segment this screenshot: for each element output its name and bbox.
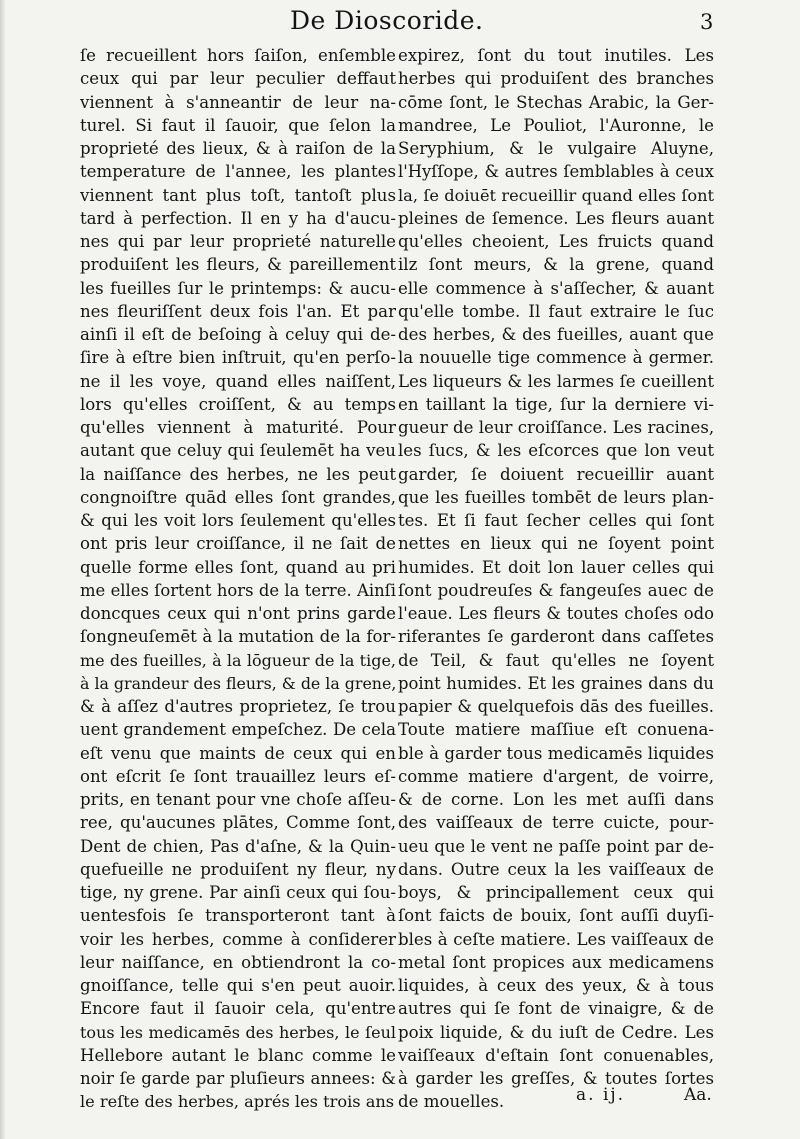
text-line: papier & quelquefois dās des fueilles. xyxy=(398,697,714,716)
text-line: Toute matiere maſſiue eſt conuena- xyxy=(398,720,714,740)
text-line: nes fleuriſſent deux fois l'an. Et par xyxy=(80,301,396,321)
text-line: produiſent les fleurs, & pareillement xyxy=(80,255,396,275)
text-line: gueur de leur croiſſance. Les racines, xyxy=(398,418,714,437)
text-line: eſt venu que maints de ceux qui en xyxy=(80,743,396,763)
text-line: des herbes, & des fueilles, auant que xyxy=(398,325,714,344)
text-line: de mouelles. xyxy=(398,1092,505,1112)
text-line: expirez, ſont du tout inutiles. Les xyxy=(398,46,714,65)
text-line: congnoiſtre quād elles ſont grandes, xyxy=(80,487,396,507)
text-line: le reſte des herbes, aprés les trois ans xyxy=(80,1092,395,1112)
text-line: voir les herbes, comme à conſiderer xyxy=(80,929,396,949)
text-line: humides. Et doit lon lauer celles qui xyxy=(398,557,714,577)
text-line: & de corne. Lon les met auſſi dans xyxy=(398,790,714,809)
left-text-column xyxy=(80,44,396,1114)
text-line: ainſi il eſt de beſoing à celuy qui de- xyxy=(80,325,396,344)
text-line: de Teil, & faut qu'elles ne ſoyent xyxy=(398,650,714,670)
text-line: autres qui ſe font de vinaigre, & de xyxy=(398,999,714,1019)
text-line: qu'elles cheoient, Les fruicts quand xyxy=(398,232,714,251)
text-line: boys, & principallement ceux qui xyxy=(398,883,714,902)
text-line: ont pris leur croiſſance, il ne ſait de xyxy=(80,534,396,554)
text-line: ble à garder tous medicamēs liquides xyxy=(398,743,714,763)
page-number: 3 xyxy=(700,10,714,34)
text-line: proprieté des lieux, & à raiſon de la xyxy=(80,139,396,158)
text-line: ilz ſont meurs, & la grene, quand xyxy=(398,255,714,275)
text-line: nettes en lieux qui ne ſoyent point xyxy=(398,534,714,554)
text-line: en taillant la tige, ſur la derniere vi- xyxy=(398,394,714,414)
text-line: ree, qu'aucunes plātes, Comme ſont, xyxy=(80,813,396,833)
text-line: & à aſſez d'autres proprietez, ſe trou xyxy=(80,697,396,716)
text-line: qu'elles viennent à maturité. Pour xyxy=(80,418,396,437)
text-line: uent grandement empeſchez. De cela xyxy=(80,720,396,740)
text-line: gnoiſſance, telle qui s'en peut auoir. xyxy=(80,976,396,995)
text-line: pleines de ſemence. Les fleurs auant xyxy=(398,208,714,228)
text-line: lors qu'elles croiſſent, & au temps xyxy=(80,394,396,414)
text-line: Encore faut il ſauoir cela, qu'entre xyxy=(80,999,396,1019)
text-line: ſont poudreuſes & fangeuſes auec de xyxy=(398,580,714,600)
text-line: quefueille ne produiſent ny fleur, ny xyxy=(80,859,396,879)
text-line: cōme ſont, le Stechas Arabic, la Ger- xyxy=(398,92,714,112)
text-line: ueu que le vent ne paſſe point par de- xyxy=(398,836,714,856)
text-line: liquides, à ceux des yeux, & à tous xyxy=(398,976,714,995)
text-line: Les liqueurs & les larmes ſe cueillent xyxy=(398,371,714,391)
page-edge-shadow xyxy=(0,0,6,1139)
text-line: autant que celuy qui ſeulemēt ha veu xyxy=(80,441,396,461)
text-line: tard à perfection. Il en y ha d'aucu- xyxy=(80,208,396,228)
running-title: De Dioscoride. xyxy=(290,6,484,35)
text-line: riferantes ſe garderont dans caſſetes xyxy=(398,627,714,647)
text-line: viennent tant plus toſt, tantoſt plus xyxy=(80,185,396,205)
text-line: les ſucs, & les eſcorces que lon veut xyxy=(398,441,714,461)
text-line: l'eaue. Les fleurs & toutes choſes odo xyxy=(398,604,714,623)
text-line: nes qui par leur proprieté naturelle xyxy=(80,232,396,251)
text-line: des vaiſſeaux de terre cuicte, pour- xyxy=(398,813,714,833)
text-line: Hellebore autant le blanc comme le xyxy=(80,1045,396,1065)
text-line: tes. Et ſi faut ſecher celles qui ſont xyxy=(398,511,714,530)
text-line: Seryphium, & le vulgaire Aluyne, xyxy=(398,139,714,158)
text-line: temperature de l'annee, les plantes xyxy=(80,162,396,182)
right-text-column xyxy=(398,44,714,1114)
text-line: l'Hyſſope, & autres ſemblables à ceux xyxy=(398,162,714,182)
text-line: mandree, Le Pouliot, l'Auronne, le xyxy=(398,115,714,135)
running-head xyxy=(0,6,800,38)
text-line: ceux qui par leur peculier deffaut xyxy=(80,69,396,89)
text-line: qu'elle tombe. Il faut extraire le ſuc xyxy=(398,301,714,321)
text-line: les fueilles ſur le printemps: & aucu- xyxy=(80,278,396,298)
text-line: la nouuelle tige commence à germer. xyxy=(398,348,714,368)
text-line: ſont faicts de bouix, ſont auſſi duyſi- xyxy=(398,906,714,926)
text-line: ſire à eſtre bien inſtruit, qu'en perſo- xyxy=(80,348,396,368)
text-line: turel. Si faut il ſauoir, que ſelon la xyxy=(80,115,396,135)
text-line: ont eſcrit ſe ſont trauaillez leurs eſ- xyxy=(80,766,396,786)
text-line: que les fueilles tombēt de leurs plan- xyxy=(398,487,714,507)
text-line: doncques ceux qui n'ont prins garde xyxy=(80,604,396,623)
catchword: Aa. xyxy=(684,1085,712,1105)
text-line: noir ſe garde par pluſieurs annees: & xyxy=(80,1069,396,1088)
text-line: vaiſſeaux d'eſtain ſont conuenables, xyxy=(398,1045,714,1065)
text-line: la naiſſance des herbes, ne les peut xyxy=(80,464,396,484)
text-line: quelle forme elles ſont, quand au pri xyxy=(80,557,396,577)
text-line: à garder les greſſes, & toutes ſortes xyxy=(398,1069,714,1088)
text-line: elle commence à s'aſſecher, & auant xyxy=(398,278,714,298)
text-line: herbes qui produiſent des branches xyxy=(398,69,714,89)
text-line: la, ſe doiuēt recueillir quand elles ſont xyxy=(398,185,714,205)
text-line: Dent de chien, Pas d'aſne, & la Quin- xyxy=(80,836,396,856)
text-line: tous les medicamēs des herbes, le ſeul xyxy=(80,1022,396,1042)
text-line: me elles ſortent hors de la terre. Ainſi xyxy=(80,580,396,600)
text-line: dans. Outre ceux la les vaiſſeaux de xyxy=(398,859,714,879)
text-line: uentesfois ſe transporteront tant à xyxy=(80,906,396,926)
text-line: me des fueilles, à la lōgueur de la tige, xyxy=(80,650,396,670)
text-line: comme matiere d'argent, de voirre, xyxy=(398,766,714,786)
text-line: ſe recueillent hors ſaiſon, enſemble xyxy=(80,46,396,65)
text-line: poix liquide, & du iuſt de Cedre. Les xyxy=(398,1022,714,1042)
text-line: metal ſont propices aux medicamens xyxy=(398,952,714,972)
text-line: leur naiſſance, en obtiendront la co- xyxy=(80,952,396,972)
text-line: point humides. Et les graines dans du xyxy=(398,673,714,693)
signature-mark: a. ij. xyxy=(576,1085,626,1105)
text-line: & qui les voit lors ſeulement qu'elles xyxy=(80,511,396,530)
page-footer xyxy=(0,1085,800,1115)
text-line: garder, ſe doiuent recueillir auant xyxy=(398,464,714,484)
text-line: prits, en tenant pour vne choſe aſſeu- xyxy=(80,790,396,809)
text-line: à la grandeur des fleurs, & de la grene, xyxy=(80,673,396,693)
text-line: viennent à s'anneantir de leur na- xyxy=(80,92,396,112)
text-line: tige, ny grene. Par ainſi ceux qui ſou- xyxy=(80,883,396,902)
text-line: bles à ceſte matiere. Les vaiſſeaux de xyxy=(398,929,714,949)
text-line: ne il les voye, quand elles naiſſent, xyxy=(80,371,396,391)
text-line: ſongneuſemēt à la mutation de la for- xyxy=(80,627,396,647)
